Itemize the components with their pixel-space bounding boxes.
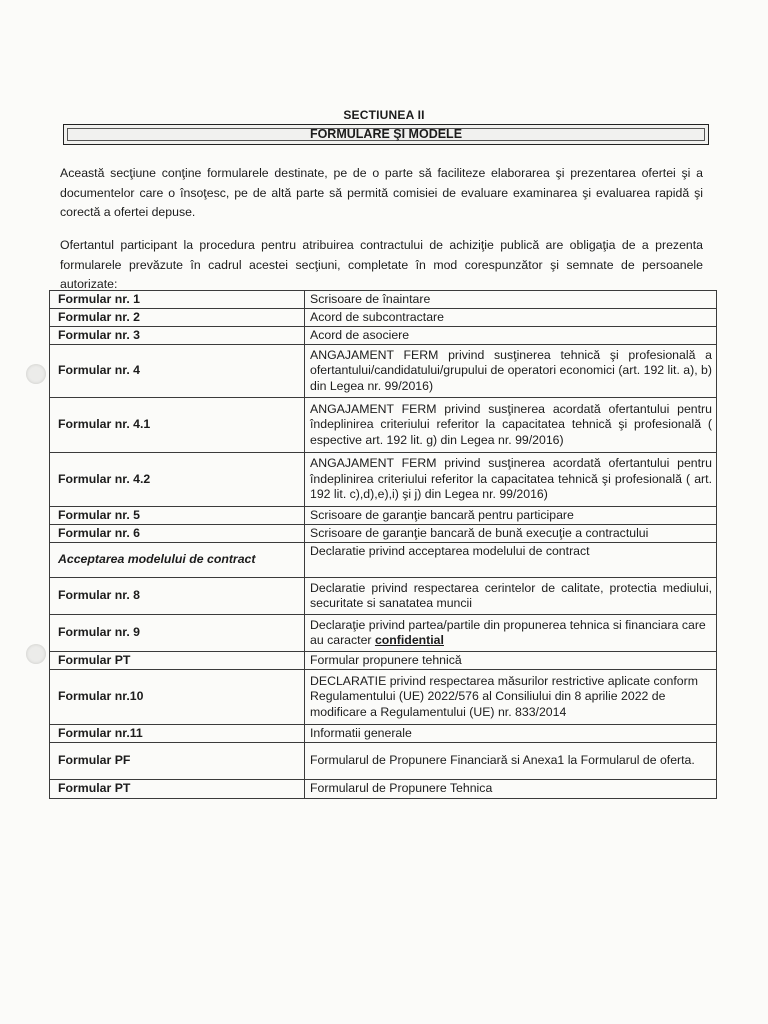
form-label: Formular nr. 8 (50, 578, 305, 615)
form-label: Formular nr. 4.2 (50, 453, 305, 507)
form-label: Formular PF (50, 743, 305, 780)
form-description: ANGAJAMENT FERM privind susţinerea acordată ofertantului pentru îndeplinirea criteriului referitor la capacitatea tehnică şi profesională ( art. 192 lit. c),d),e),i) şi j) din Legea nr. 99/2016) (305, 453, 717, 507)
form-description: Acord de subcontractare (305, 309, 717, 327)
form-description: Scrisoare de garanţie bancară de bună execuţie a contractului (305, 525, 717, 543)
form-description: ANGAJAMENT FERM privind susţinerea acordată ofertantului pentru îndeplinirea criteriului referitor la capacitatea tehnică şi profesională ( espective art. 192 lit. g) din Legea nr. 99/2016) (305, 398, 717, 453)
form-label: Formular PT (50, 652, 305, 670)
confidential-emphasis: confidential (374, 633, 444, 647)
form-label: Formular nr. 6 (50, 525, 305, 543)
form-description (305, 615, 717, 652)
form-description: Formularul de Propunere Tehnica (305, 780, 717, 799)
form-label: Formular PT (50, 780, 305, 799)
form-label: Formular nr. 3 (50, 327, 305, 345)
form-description-text: Declaraţie privind partea/partile din propunerea tehnica si financiara care au caracter (310, 617, 706, 647)
form-description: Formular propunere tehnică (305, 652, 717, 670)
table-row (50, 453, 717, 507)
form-label: Formular nr. 9 (50, 615, 305, 652)
table-row (50, 327, 717, 345)
form-label: Formular nr. 1 (50, 291, 305, 309)
table-row (50, 725, 717, 743)
form-description: Informatii generale (305, 725, 717, 743)
table-row (50, 743, 717, 780)
table-row (50, 291, 717, 309)
form-description: Acord de asociere (305, 327, 717, 345)
punch-hole-mark (26, 644, 46, 664)
table-row (50, 398, 717, 453)
table-row (50, 652, 717, 670)
intro-paragraph-1: Această secţiune conţine formularele destinate, pe de o parte să faciliteze elaborarea şi prezentarea ofertei şi a documentelor care o însoţesc, pe de altă parte să permită comisiei de evaluare examinarea şi evaluarea rapidă şi corectă a ofertei depuse. (60, 166, 703, 219)
table-row (50, 543, 717, 578)
section-heading: FORMULARE ŞI MODELE (309, 127, 463, 141)
form-label: Formular nr.11 (50, 725, 305, 743)
form-description: Declaratie privind acceptarea modelului de contract (305, 543, 717, 578)
section-title: SECTIUNEA II (343, 108, 425, 122)
form-label: Formular nr. 4 (50, 345, 305, 398)
punch-hole-mark (26, 364, 46, 384)
section-heading-box (63, 124, 709, 145)
form-label: Formular nr. 5 (50, 507, 305, 525)
table-row (50, 780, 717, 799)
form-description: DECLARATIE privind respectarea măsurilor restrictive aplicate conform Regulamentului (UE) 2022/576 al Consiliului din 8 aprilie 2022 de modificare a Regulamentului (UE) nr. 833/2014 (305, 670, 717, 725)
form-description: Declaratie privind respectarea cerintelor de calitate, protectia mediului, securitate si sanatatea muncii (305, 578, 717, 615)
form-label: Formular nr.10 (50, 670, 305, 725)
form-label: Acceptarea modelului de contract (50, 543, 305, 578)
form-description: Formularul de Propunere Financiară si Anexa1 la Formularul de oferta. (305, 743, 717, 780)
table-row (50, 525, 717, 543)
table-row (50, 507, 717, 525)
form-label: Formular nr. 2 (50, 309, 305, 327)
form-description: ANGAJAMENT FERM privind susţinerea tehnică şi profesională a ofertantului/candidatului/grupului de operatori economici (art. 192 lit. a), b) din Legea nr. 99/2016) (305, 345, 717, 398)
forms-table (49, 290, 717, 799)
table-row (50, 670, 717, 725)
form-description: Scrisoare de garanţie bancară pentru participare (305, 507, 717, 525)
form-description: Scrisoare de înaintare (305, 291, 717, 309)
intro-paragraph-2: Ofertantul participant la procedura pentru atribuirea contractului de achiziţie publică are obligaţia de a prezenta formularele prevăzute în cadrul acestei secţiuni, completate în mod corespunzător şi semnate de persoanele autorizate: (60, 238, 703, 291)
table-row (50, 309, 717, 327)
table-row (50, 615, 717, 652)
table-row (50, 578, 717, 615)
table-row (50, 345, 717, 398)
form-label: Formular nr. 4.1 (50, 398, 305, 453)
